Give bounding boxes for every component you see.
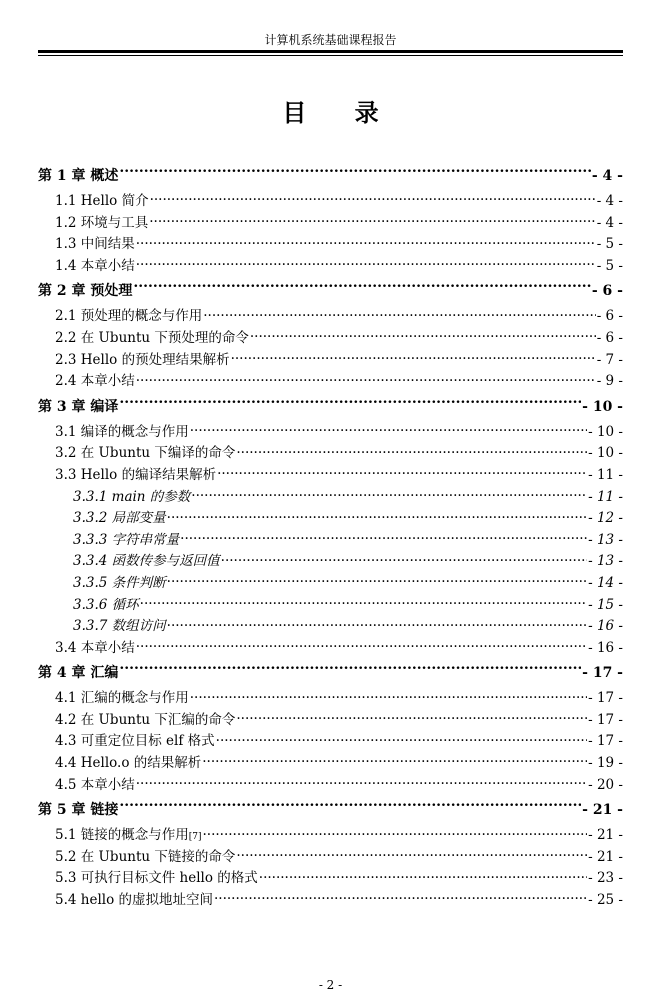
toc-section-entry[interactable] [38,616,623,638]
dot-leader [250,328,596,342]
dot-leader [119,800,581,814]
dot-leader [136,775,587,789]
dot-leader [136,235,596,249]
toc-entry-label: 第 3 章 编译 [38,398,119,415]
table-of-contents [38,162,623,912]
dot-leader [136,372,596,386]
toc-entry-label: 第 4 章 汇编 [38,665,119,682]
dot-leader [119,397,581,411]
toc-entry-label: 4.1 汇编的概念与作用 [55,690,189,707]
toc-section-entry[interactable] [38,890,623,912]
toc-section-entry[interactable] [38,573,623,595]
toc-entry-label: 3.1 编译的概念与作用 [55,423,189,440]
toc-entry-page: - 10 - [588,423,623,440]
toc-section-entry[interactable] [38,551,623,573]
toc-entry-label: 2.1 预处理的概念与作用 [55,308,203,325]
toc-section-entry[interactable] [38,508,623,530]
toc-entry-page: - 4 - [596,214,623,231]
toc-entry-label: 1.3 中间结果 [55,236,135,253]
toc-entry-page: - 17 - [588,711,623,728]
toc-section-entry[interactable] [38,328,623,350]
running-header: 计算机系统基础课程报告 [264,33,397,47]
dot-leader [150,192,596,206]
dot-leader [136,256,596,270]
toc-entry-page: - 19 - [588,755,623,772]
toc-entry-page: - 23 - [588,870,623,887]
toc-entry-page: - 6 - [596,329,623,346]
toc-entry-label: 第 2 章 预处理 [38,283,133,300]
page-title: 目 录 [282,99,399,127]
toc-entry-label: 4.5 本章小结 [55,776,135,793]
toc-entry-label: 1.2 环境与工具 [55,214,149,231]
toc-entry-page: - 17 - [582,665,623,682]
dot-leader [167,617,587,631]
toc-section-entry[interactable] [38,847,623,869]
toc-entry-page: - 6 - [591,283,623,300]
dot-leader [140,595,587,609]
toc-entry-label: 5.4 hello 的虚拟地址空间 [55,892,213,909]
toc-entry-page: - 9 - [596,373,623,390]
toc-entry-label: 3.3.5 条件判断 [73,574,166,591]
toc-entry-label: 3.3.4 函数传参与返回值 [73,553,220,570]
toc-entry-page: - 21 - [588,827,623,844]
toc-entry-page: - 15 - [588,596,623,613]
toc-section-entry[interactable] [38,595,623,617]
toc-entry-page: - 21 - [588,848,623,865]
toc-entry-page: - 20 - [588,776,623,793]
dot-leader [167,509,587,523]
toc-section-entry[interactable] [38,638,623,660]
dot-leader [119,166,591,180]
toc-entry-page: - 7 - [596,351,623,368]
toc-section-entry[interactable] [38,868,623,890]
toc-entry-label: 3.3.1 main 的参数 [73,488,191,505]
toc-entry-label: 第 1 章 概述 [38,168,119,184]
page-number: - 2 - [318,978,343,992]
toc-section-entry[interactable] [38,256,623,278]
toc-entry-label: 2.3 Hello 的预处理结果解析 [55,351,230,368]
toc-chapter-entry[interactable] [38,277,623,306]
dot-leader [203,307,595,321]
dot-leader [221,552,587,566]
toc-section-entry[interactable] [38,191,623,213]
toc-entry-label: 1.1 Hello 简介 [55,193,149,209]
dot-leader [236,444,587,458]
toc-section-entry[interactable] [38,234,623,256]
toc-section-entry[interactable]: 5.1 链接的概念与作用 [7] ..... - 21 - [38,825,623,847]
toc-entry-page: - 5 - [596,236,623,253]
toc-entry-label: 1.4 本章小结 [55,257,135,274]
toc-section-entry[interactable] [38,213,623,235]
toc-entry-page: - 4 - [596,193,623,209]
dot-leader [259,869,587,883]
toc-entry-page: - 6 - [596,308,623,325]
toc-chapter-entry[interactable] [38,393,623,422]
toc-entry-page: - 17 - [588,690,623,707]
dot-leader [190,422,587,436]
toc-entry-page: - 25 - [588,892,623,909]
toc-section-entry[interactable] [38,443,623,465]
toc-entry-label: 5.2 在 Ubuntu 下链接的命令 [55,848,236,865]
dot-leader [202,754,587,768]
toc-entry-page: - 16 - [588,618,623,635]
toc-entry-page: - 5 - [596,257,623,274]
toc-section-entry[interactable] [38,775,623,797]
toc-entry-page: - 16 - [588,639,623,656]
toc-entry-label: 第 5 章 链接 [38,802,119,819]
dot-leader [236,710,587,724]
dot-leader [216,732,587,746]
toc-section-entry[interactable] [38,731,623,753]
toc-entry-page: - 21 - [582,802,623,819]
toc-entry-page: - 13 - [588,553,623,570]
toc-section-entry[interactable] [38,710,623,732]
toc-entry-page: - 11 - [588,466,623,483]
header-rule-thin [38,55,623,56]
toc-section-entry[interactable] [38,306,623,328]
toc-entry-label: 5.1 链接的概念与作用 [55,827,189,844]
dot-leader [167,573,587,587]
toc-section-entry[interactable] [38,350,623,372]
toc-entry-page: - 10 - [582,398,623,415]
toc-entry-label: 3.2 在 Ubuntu 下编译的命令 [55,445,236,462]
toc-chapter-entry[interactable] [38,659,623,688]
toc-entry-label: 3.4 本章小结 [55,639,135,656]
toc-chapter-entry[interactable] [38,162,623,191]
toc-section-entry[interactable] [38,688,623,710]
dot-leader [136,638,587,652]
dot-leader [133,281,591,295]
toc-entry-page: - 12 - [588,510,623,527]
toc-entry-label: 3.3.6 循环 [73,596,139,613]
dot-leader [214,891,587,905]
toc-section-entry[interactable] [38,753,623,775]
dot-leader [119,663,581,677]
toc-section-entry[interactable] [38,371,623,393]
dot-leader [191,487,587,501]
toc-entry-label: 3.3.3 字符串常量 [73,531,180,548]
dot-leader [149,213,595,227]
toc-chapter-entry[interactable] [38,796,623,825]
toc-section-entry[interactable] [38,465,623,487]
toc-entry-label: 4.3 可重定位目标 elf 格式 [55,733,215,750]
toc-section-entry[interactable] [38,530,623,552]
toc-entry-label: 3.3.2 局部变量 [73,510,166,527]
header-rule-thick [38,50,623,53]
toc-section-entry[interactable] [38,422,623,444]
dot-leader [190,689,587,703]
dot-leader [180,530,587,544]
toc-entry-page: - 10 - [588,445,623,462]
toc-entry-page: - 17 - [588,733,623,750]
toc-entry-page: - 4 - [591,168,623,184]
toc-entry-page: - 14 - [588,574,623,591]
toc-entry-page: - 11 - [588,488,623,505]
toc-entry-label: 3.3 Hello 的编译结果解析 [55,466,217,483]
toc-entry-label: 4.2 在 Ubuntu 下汇编的命令 [55,711,236,728]
toc-entry-label: 4.4 Hello.o 的结果解析 [55,755,202,772]
dot-leader [217,465,587,479]
toc-section-entry[interactable] [38,487,623,509]
dot-leader [203,826,588,840]
toc-entry-label: 2.2 在 Ubuntu 下预处理的命令 [55,329,249,346]
toc-entry-label: 3.3.7 数组访问 [73,618,166,635]
toc-entry-page: - 13 - [588,531,623,548]
dot-leader [236,847,587,861]
toc-entry-label: 5.3 可执行目标文件 hello 的格式 [55,870,258,887]
toc-entry-label: 2.4 本章小结 [55,373,135,390]
dot-leader [231,350,596,364]
